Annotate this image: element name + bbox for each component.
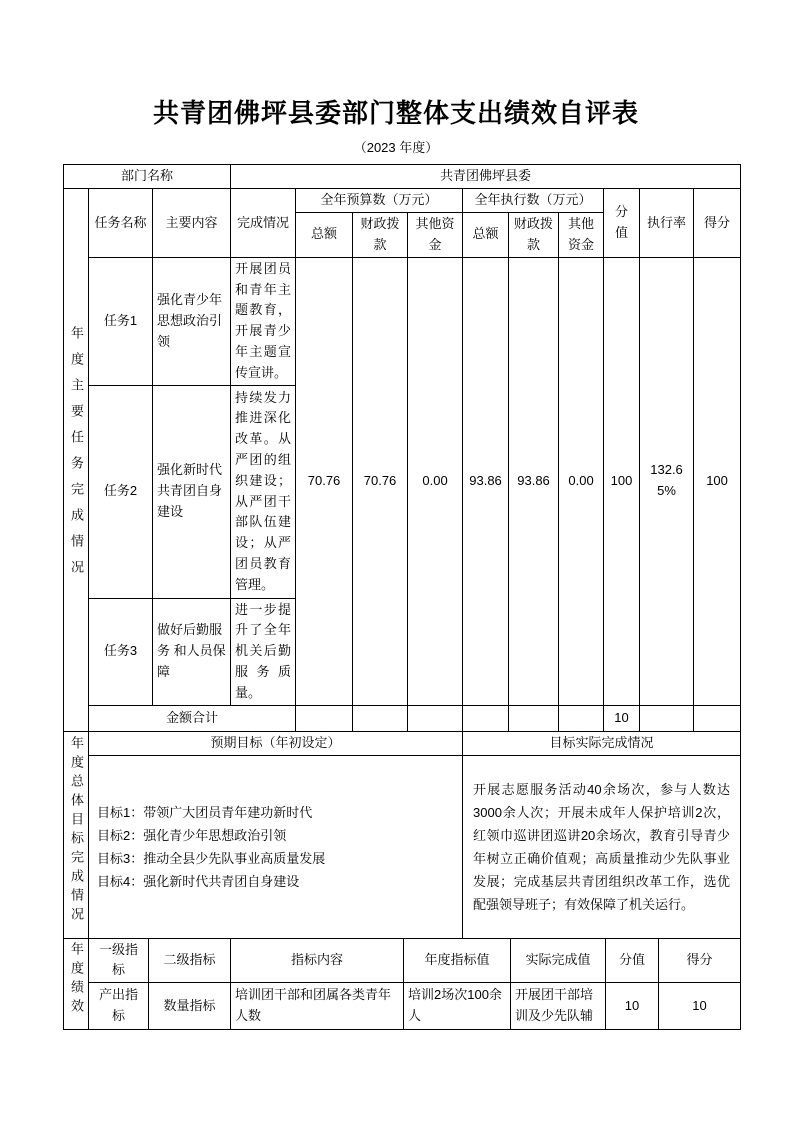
evaluation-table-wrap — [63, 164, 740, 1030]
header-budget-group: 全年预算数（万元） — [296, 189, 463, 213]
goals-section-label-cell — [64, 731, 89, 938]
department-label-cell: 部门名称 — [64, 165, 231, 189]
sum-score-value: 10 — [604, 705, 640, 731]
task-header-row-1 — [64, 189, 741, 213]
header-annual-target: 年度指标值 — [404, 938, 511, 983]
page-subtitle: （2023 年度） — [353, 140, 439, 155]
sum-budget-total-empty — [296, 705, 353, 731]
header-completion: 完成情况 — [231, 189, 296, 258]
actual-goals-header: 目标实际完成情况 — [463, 731, 741, 755]
indicators-section-label: 年度绩效 — [69, 942, 84, 1019]
header-budget-other: 其他资金 — [408, 212, 463, 257]
header-indicator-score: 得分 — [659, 938, 741, 983]
indicators-section-label-cell — [64, 938, 89, 1030]
tasks-section-label-cell — [64, 189, 89, 732]
indicator-target: 培训2场次100余人 — [404, 983, 511, 1030]
header-score: 得分 — [694, 189, 741, 258]
sum-execution-rate-empty — [640, 705, 694, 731]
sum-exec-total-empty — [463, 705, 509, 731]
sum-score-empty — [694, 705, 741, 731]
page-title: 共青团佛坪县委部门整体支出绩效自评表 — [152, 98, 639, 128]
task1-name: 任务1 — [89, 257, 153, 385]
header-exec-total: 总额 — [463, 212, 509, 257]
figure-exec-total: 93.86 — [463, 257, 509, 705]
expected-goals-header: 预期目标（年初设定） — [89, 731, 463, 755]
task1-completion: 开展团员和青年主题教育，开展青少年主题宣传宣讲。 — [231, 257, 296, 385]
task3-completion: 进一步提升了全年机关后勤服务质量。 — [231, 598, 296, 705]
header-level1-indicator: 一级指标 — [89, 938, 149, 983]
goal-item-3: 目标3：推动全县少先队事业高质量发展 — [97, 850, 326, 866]
task2-name: 任务2 — [89, 385, 153, 598]
goal-item-2: 目标2：强化青少年思想政治引领 — [97, 827, 287, 843]
task1-content: 强化青少年思想政治引领 — [153, 257, 231, 385]
department-value-cell: 共青团佛坪县委 — [231, 165, 741, 189]
figure-score-value: 100 — [604, 257, 640, 705]
indicator-row — [64, 983, 741, 1030]
header-budget-fiscal: 财政拨款 — [353, 212, 408, 257]
indicator-content: 培训团干部和团属各类青年人数 — [231, 983, 404, 1030]
goal-item-4: 目标4：强化新时代共青团自身建设 — [97, 873, 300, 889]
header-execution-rate: 执行率 — [640, 189, 694, 258]
indicator-actual: 开展团干部培训及少先队辅 — [511, 983, 606, 1030]
header-indicator-score-value: 分值 — [606, 938, 659, 983]
header-execution-group: 全年执行数（万元） — [463, 189, 604, 213]
header-exec-fiscal: 财政拨款 — [509, 212, 559, 257]
sum-exec-other-empty — [559, 705, 604, 731]
department-row — [64, 165, 741, 189]
tasks-section-label: 年度主要任务完成情况 — [69, 326, 84, 587]
figure-budget-total: 70.76 — [296, 257, 353, 705]
header-score-value: 分值 — [604, 189, 640, 258]
goals-section-label: 年度总体目标完成情况 — [69, 736, 84, 927]
task3-name: 任务3 — [89, 598, 153, 705]
task-row-1 — [64, 257, 741, 385]
header-main-content: 主要内容 — [153, 189, 231, 258]
figure-execution-rate: 132.65% — [640, 257, 694, 705]
header-budget-total: 总额 — [296, 212, 353, 257]
figure-budget-other: 0.00 — [408, 257, 463, 705]
indicators-table — [63, 938, 741, 1031]
sum-budget-other-empty — [408, 705, 463, 731]
indicator-level1: 产出指标 — [89, 983, 149, 1030]
sum-budget-fiscal-empty — [353, 705, 408, 731]
figure-exec-other: 0.00 — [559, 257, 604, 705]
expected-goals-cell — [89, 755, 463, 938]
actual-completion-cell: 开展志愿服务活动40余场次，参与人数达3000余人次；开展未成年人保护培训2次，红领巾巡讲团巡讲20余场次，教育引导青少年树立正确价值观；高质量推动少先队事业发展；完成基层共青团组织改革工作，选优配强领导班子；有效保障了机关运行。 — [463, 755, 741, 938]
header-level2-indicator: 二级指标 — [149, 938, 231, 983]
task2-content: 强化新时代共青团自身建设 — [153, 385, 231, 598]
task3-content: 做好后勤服务 和人员保障 — [153, 598, 231, 705]
figure-exec-fiscal: 93.86 — [509, 257, 559, 705]
sum-exec-fiscal-empty — [509, 705, 559, 731]
header-actual-value: 实际完成值 — [511, 938, 606, 983]
header-indicator-content: 指标内容 — [231, 938, 404, 983]
indicator-score: 10 — [659, 983, 741, 1030]
indicator-score-value: 10 — [606, 983, 659, 1030]
figure-score: 100 — [694, 257, 741, 705]
header-task-name: 任务名称 — [89, 189, 153, 258]
header-exec-other: 其他资金 — [559, 212, 604, 257]
indicator-level2: 数量指标 — [149, 983, 231, 1030]
sum-row — [64, 705, 741, 731]
goals-content-row — [64, 755, 741, 938]
figure-budget-fiscal: 70.76 — [353, 257, 408, 705]
indicators-header-row — [64, 938, 741, 983]
goals-header-row — [64, 731, 741, 755]
task2-completion: 持续发力推进深化改革。从严团的组织建设；从严团干部队伍建设；从严团员教育管理。 — [231, 385, 296, 598]
goal-item-1: 目标1：带领广大团员青年建功新时代 — [97, 804, 313, 820]
main-table — [63, 164, 741, 939]
sum-label-cell: 金额合计 — [89, 705, 296, 731]
